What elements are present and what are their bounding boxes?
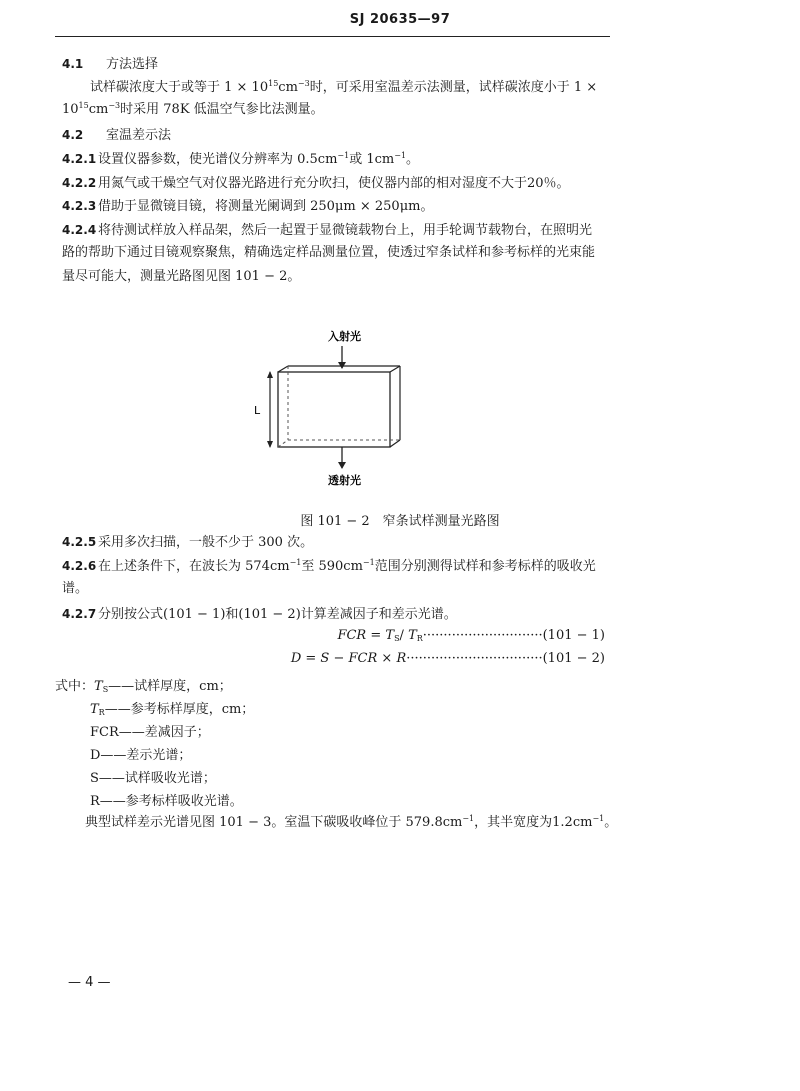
text-run: 。 [406,152,420,167]
eq-operator: / [399,628,409,643]
sample-edge [390,440,400,447]
subscript: S [394,634,400,643]
eq-term: FCR [348,651,378,666]
text-run: ，其半宽度为1.2cm [474,815,593,830]
eq-operator: × [377,651,397,666]
superscript: −1 [592,814,605,823]
text-run: 设置仪器参数，使光谱仪分辨率为 0.5cm [98,152,338,167]
final-paragraph [85,814,640,832]
section-4-2-6-line-1 [62,557,617,576]
section-number: 4.2.5 [62,535,97,549]
symbol: T [94,679,103,694]
eq-term: S [320,651,330,666]
superscript: −1 [337,151,350,160]
section-4-2-2 [62,174,617,193]
incident-light-label: 入射光 [328,330,361,343]
equation-number: (101 − 2) [542,651,605,666]
section-4-2-3 [62,197,617,216]
sample-front-face [278,372,390,447]
equation-101-1 [337,628,605,643]
eq-operator: − [329,651,349,666]
text-run: 在上述条件下，在波长为 574cm [98,559,290,574]
eq-term: FCR [337,628,367,643]
section-title: 室温差示法 [106,128,172,143]
superscript: −3 [108,101,121,110]
page-number: — 4 — [68,975,111,990]
section-4-1-heading [62,55,617,74]
text-run: 。 [604,815,618,830]
superscript: −1 [394,151,407,160]
dimension-arrow-bottom [267,441,273,448]
leader-dots: ································· [406,651,543,666]
eq-term: T [408,628,417,643]
text-run: 分别按公式(101 − 1)和(101 − 2)计算差减因子和差示光谱。 [98,607,457,622]
equation-101-2 [291,651,605,666]
subscript: R [98,708,105,717]
sample-edge [278,366,288,372]
section-4-2-5 [62,533,617,552]
text-run: 时，可采用室温差示法测量，试样碳浓度小于 1 × [309,80,598,95]
section-number: 4.1 [62,57,84,71]
text-run: 或 1cm [349,152,395,167]
legend-r: R——参考标样吸收光谱。 [90,794,243,809]
section-4-2-heading [62,126,617,145]
superscript: −3 [297,79,310,88]
text-run: 至 590cm [301,559,363,574]
text-run: cm [278,80,298,95]
dimension-label: L [254,404,261,417]
superscript: −1 [289,558,302,567]
legend-fcr: FCR——差减因子； [90,725,210,740]
symbol-description: ——试样厚度，cm； [108,679,232,694]
subscript: S [102,685,109,694]
transmitted-light-label: 透射光 [328,474,361,487]
section-4-1-line-2 [62,101,617,119]
header-rule [55,36,610,37]
text-run: 将待测试样放入样品架，然后一起置于显微镜载物台上，用手轮调节载物台，在照明光 [98,223,593,238]
superscript: −1 [362,558,375,567]
equation-number: (101 − 1) [542,628,605,643]
figure-caption: 图 101 − 2 窄条试样测量光路图 [300,514,500,529]
eq-operator: = [301,651,321,666]
dimension-arrow-top [267,371,273,378]
section-4-2-4-line-1 [62,221,617,240]
hidden-edge [278,440,288,447]
legend-prefix: 式中： [55,679,95,694]
text-run: 采用多次扫描，一般不少于 300 次。 [98,535,314,550]
section-number: 4.2.4 [62,223,97,237]
leader-dots: ····························· [422,628,543,643]
section-4-2-1 [62,150,617,169]
document-code-header: SJ 20635—97 [349,12,451,27]
transmitted-arrow-head [338,462,346,469]
symbol-description: ——参考标样厚度，cm； [104,702,255,717]
text-run: 典型试样差示光谱见图 101 − 3。室温下碳吸收峰位于 579.8cm [85,815,463,830]
section-title: 方法选择 [106,57,159,72]
text-run: 范围分别测得试样和参考标样的吸收光 [374,559,596,574]
section-4-2-4-line-3: 量尽可能大，测量光路图见图 101 − 2。 [62,269,301,284]
section-number: 4.2 [62,128,84,142]
text-run: 试样碳浓度大于或等于 1 × 10 [90,80,269,95]
legend-s: S——试样吸收光谱； [90,771,216,786]
section-4-1-line-1 [90,79,645,97]
text-run: 借助于显微镜目镜，将测量光阑调到 250μm × 250μm。 [98,199,434,214]
section-4-2-6-line-2: 谱。 [62,581,89,596]
section-number: 4.2.3 [62,199,97,213]
section-4-2-7 [62,605,617,624]
eq-term: D [290,651,302,666]
superscript: 15 [78,101,89,110]
text-run: cm [88,102,109,117]
eq-term: T [385,628,395,643]
section-4-2-4-line-2: 路的帮助下通过目镜观察聚焦，精确选定样品测量位置，使透过窄条试样和参考标样的光束能 [62,245,596,260]
superscript: 15 [268,79,279,88]
section-number: 4.2.7 [62,607,97,621]
eq-term: R [396,651,407,666]
legend-d: D——差示光谱； [90,748,192,763]
superscript: −1 [462,814,475,823]
subscript: R [416,634,423,643]
text-run: 10 [62,102,79,117]
optical-path-figure [250,320,430,500]
eq-operator: = [366,628,386,643]
sample-edge [390,366,400,372]
section-number: 4.2.2 [62,176,97,190]
text-run: 用氮气或干燥空气对仪器光路进行充分吹扫，使仪器内部的相对湿度不大于20％。 [98,176,570,191]
legend-ts [55,675,232,694]
section-number: 4.2.1 [62,152,97,166]
symbol: T [90,702,99,717]
legend-tr [90,698,254,717]
text-run: 时采用 78K 低温空气参比法测量。 [120,102,324,117]
section-number: 4.2.6 [62,559,97,573]
